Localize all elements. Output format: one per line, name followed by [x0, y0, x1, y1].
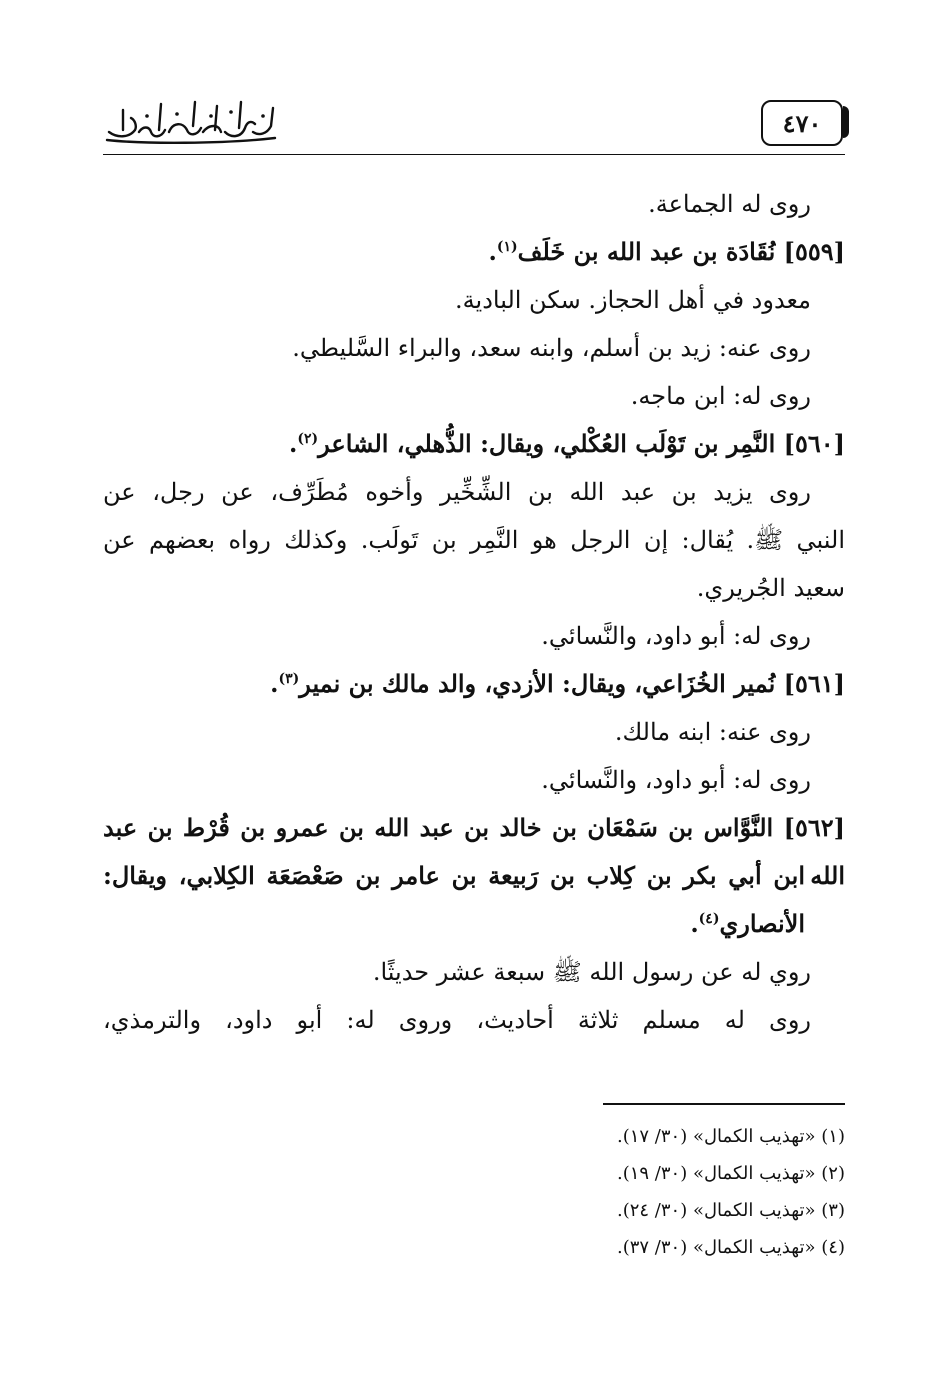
text-line: روي له عن رسول الله ﷺ سبعة عشر حديثًا. [372, 958, 811, 986]
page-header [103, 92, 845, 155]
page-number: ٤٧٠ [761, 100, 843, 146]
footnote-ref[interactable]: (٣) [278, 671, 300, 687]
text-line: النبي ﷺ. يُقال: إن الرجل هو النَّمِر بن تَولَب. وكذلك رواه بعضهم عن [103, 526, 845, 554]
footnote-ref[interactable]: (٤) [698, 911, 720, 927]
footnote-2: (٢) «تهذيب الكمال» (٣٠/ ١٩). [616, 1163, 845, 1184]
footnote-ref[interactable]: (٢) [297, 431, 319, 447]
book-title-calligraphy-logo [103, 96, 278, 146]
text-line: روى له: أبو داود، والنَّسائي. [541, 622, 811, 650]
text-line: روى له: أبو داود، والنَّسائي. [541, 766, 811, 794]
footnote-1: (١) «تهذيب الكمال» (٣٠/ ١٧). [616, 1126, 845, 1147]
footnote-4: (٤) «تهذيب الكمال» (٣٠/ ٣٧). [616, 1237, 845, 1258]
entry-heading-562: [٥٦٢] النَّوَّاس بن سَمْعَان بن خالد بن عبد الله بن عمرو بن قُرْط بن عبد الله [103, 813, 845, 890]
footnote-ref[interactable]: (١) [496, 239, 518, 255]
text-line: سعيد الجُريري. [696, 574, 845, 602]
text-line: روى له: ابن ماجه. [630, 382, 811, 410]
main-text [103, 180, 845, 1044]
entry-heading-559: [٥٥٩] نُقَادَة بن عبد الله بن خَلَف$^{(١)}$. [488, 237, 845, 266]
entry-heading-562-cont: ابن أبي بكر بن كِلاب بن رَبيعة بن عامر بن صَعْصَعَة الكِلابي، ويقال: [103, 861, 805, 890]
text-line: روى عنه: زيد بن أسلم، وابنه سعد، والبراء السَّليطي. [292, 334, 811, 362]
footnote-3: (٣) «تهذيب الكمال» (٣٠/ ٢٤). [616, 1200, 845, 1221]
text-line: روى عنه: ابنه مالك. [614, 718, 811, 746]
footnotes [103, 1118, 845, 1266]
text-line: معدود في أهل الحجاز. سكن البادية. [455, 286, 811, 314]
entry-heading-562-end: الأنصاري$^{(٤)}$. [690, 909, 805, 938]
text-line: روى يزيد بن عبد الله بن الشِّخِّير وأخوه مُطَرِّف، عن رجل، عن [103, 478, 811, 506]
entry-heading-561: [٥٦١] نُمير الخُزَاعي، ويقال: الأزدي، والد مالك بن نمير$^{(٣)}$. [270, 669, 845, 698]
entry-heading-560: [٥٦٠] النَّمِر بن تَوْلَب العُكْلي، ويقال: الذُّهلي، الشاعر$^{(٢)}$. [289, 429, 845, 458]
text-line: روى له مسلم ثلاثة أحاديث، وروى له: أبو داود، والترمذي، [103, 1006, 811, 1034]
footnote-separator [603, 1103, 845, 1105]
text-line: روى له الجماعة. [648, 190, 811, 218]
